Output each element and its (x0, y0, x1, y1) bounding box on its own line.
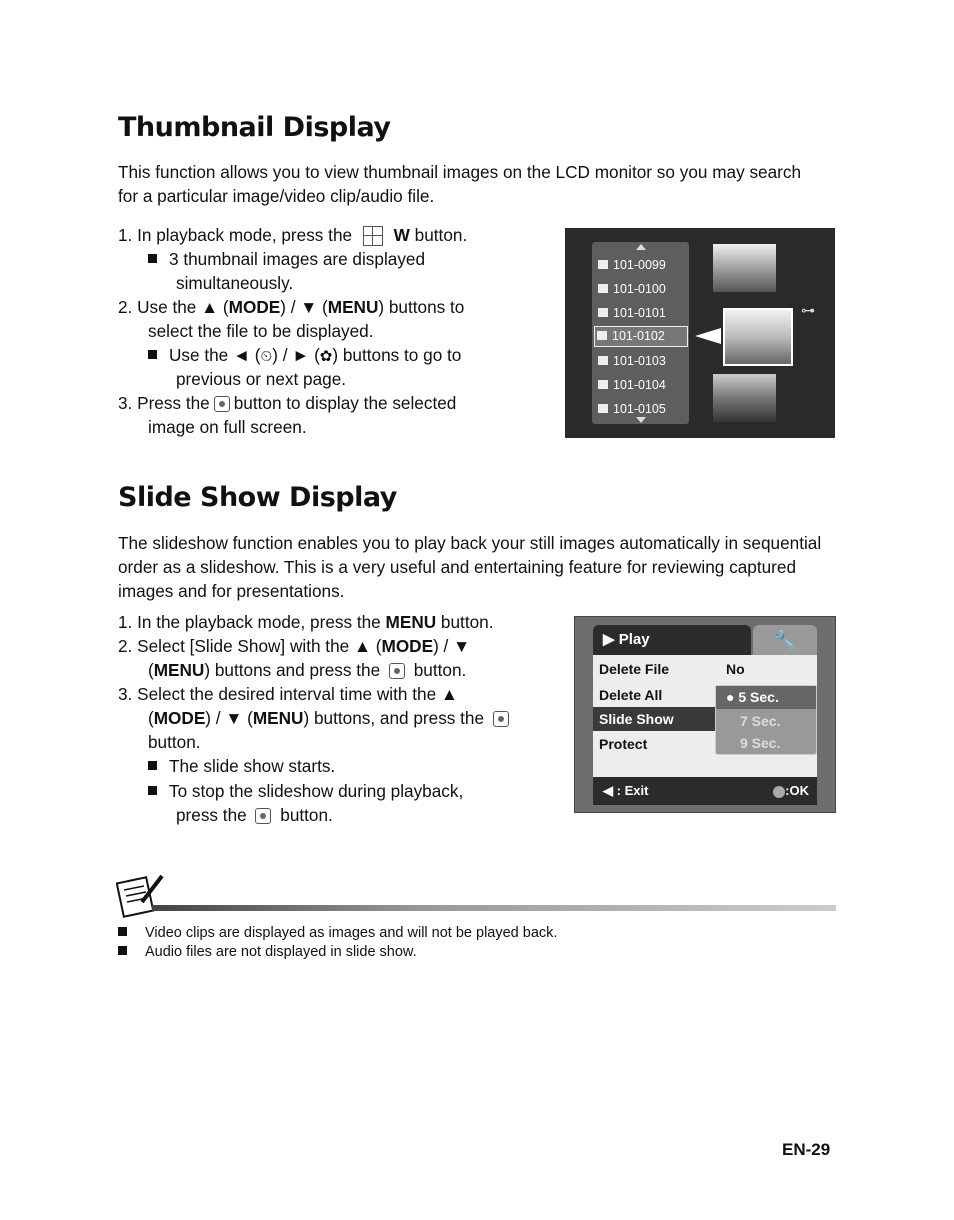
thumb-bullet-2 (148, 343, 461, 369)
thumb-step-2b: select the file to be displayed. (148, 321, 374, 341)
selection-pointer-icon (695, 328, 721, 344)
w-key: W (393, 225, 410, 245)
slide-bullet-2b (176, 803, 333, 827)
interval-options (715, 685, 817, 755)
image-file-icon (598, 260, 608, 269)
menu-row-label: Delete File (599, 661, 670, 677)
slide-step-1 (118, 610, 493, 634)
thumb-step-3 (118, 391, 456, 415)
thumb-b2b: ) / ► ( (272, 345, 320, 365)
slide-s3d: ) buttons, and press the (303, 708, 485, 728)
option-9-sec: 9 Sec. (740, 735, 781, 751)
thumbnail-w-icon (363, 226, 383, 246)
file-name: 101-0101 (613, 306, 666, 320)
menu-key: MENU (252, 708, 304, 728)
slide-s2a: 2. Select [Slide Show] with the ▲ ( (118, 636, 382, 656)
slide-b2b: press the (176, 805, 247, 825)
note-item (118, 924, 557, 943)
slide-step-3: 3. Select the desired interval time with the ▲ (118, 684, 458, 704)
slide-s2c: ( (148, 660, 154, 680)
bullet-square-icon (148, 761, 157, 770)
option-7-sec: 7 Sec. (740, 713, 781, 729)
image-file-icon (598, 356, 608, 365)
note-item (118, 943, 417, 962)
slide-step-3b (148, 706, 513, 730)
slide-s2b: ) / ▼ (433, 636, 471, 656)
option-label: 5 Sec. (738, 689, 779, 705)
ok-circle-icon (773, 786, 785, 798)
image-file-icon (598, 380, 608, 389)
slide-s3c: ) / ▼ ( (205, 708, 253, 728)
thumb-s2a: 2. Use the ▲ ( (118, 297, 229, 317)
file-item (596, 304, 684, 323)
video-file-icon (598, 284, 608, 293)
slide-b2a: To stop the slideshow during playback, (169, 781, 464, 801)
file-item (596, 256, 684, 275)
video-file-icon (597, 331, 607, 340)
bullet-square-icon (118, 927, 127, 936)
file-name: 101-0102 (612, 329, 665, 343)
thumbnail-photo-top (713, 244, 776, 292)
ok-button-icon (389, 663, 405, 679)
note-pencil-icon (116, 872, 166, 918)
slide-bullet-1 (148, 754, 335, 778)
page-number: EN-29 (782, 1140, 831, 1159)
slide-step-2b (148, 658, 466, 682)
thumb-s2c: ) buttons to (378, 297, 465, 317)
tab-play (593, 625, 751, 655)
thumb-s2b: ) / ▼ ( (280, 297, 328, 317)
thumbnail-photo-selected (723, 308, 793, 366)
file-item (596, 280, 684, 299)
thumbnail-photo-bottom (713, 374, 776, 422)
thumb-b2a: Use the ◄ ( (169, 345, 261, 365)
slide-b2c: button. (280, 805, 333, 825)
ok-hint (773, 777, 809, 805)
macro-flower-icon: ✿ (319, 348, 333, 365)
note-text: Video clips are displayed as images and will not be played back. (145, 925, 558, 941)
menu-key: MENU (327, 297, 379, 317)
thumb-bullet-1-text: 3 thumbnail images are displayed (169, 249, 426, 269)
slide-s2d: ) buttons and press the (204, 660, 381, 680)
menu-key: MENU (385, 612, 437, 632)
heading-thumbnail-display: Thumbnail Display (118, 112, 391, 143)
slide-s2e: button. (413, 660, 467, 680)
menu-key: MENU (153, 660, 205, 680)
tab-play-label: Play (618, 631, 650, 648)
file-item (596, 376, 684, 395)
thumb-bullet-2b: previous or next page. (176, 369, 347, 389)
thumb-s3a: 3. Press the (118, 393, 210, 413)
tab-setup-wrench-icon: 🔧 (753, 625, 817, 655)
file-name: 101-0099 (613, 258, 666, 272)
slide-step-2 (118, 634, 470, 658)
option-radio-dot-icon: ● (726, 689, 735, 705)
play-triangle-icon: ▶ (603, 631, 615, 648)
mode-key: MODE (228, 297, 281, 317)
file-name: 101-0100 (613, 282, 666, 296)
slide-step-3c: button. (148, 732, 201, 752)
thumb-bullet-1 (148, 247, 425, 271)
ok-button-icon (493, 711, 509, 727)
bullet-square-icon (118, 946, 127, 955)
audio-file-icon (598, 404, 608, 413)
thumb-step-1-post: button. (414, 225, 468, 245)
scroll-up-icon (636, 244, 646, 250)
file-list (592, 242, 689, 424)
file-item-selected (594, 326, 688, 347)
menu-row-delete-all: Delete All (599, 687, 663, 703)
file-item (596, 352, 684, 371)
scroll-down-icon (636, 417, 646, 423)
file-name: 101-0105 (613, 402, 666, 416)
menu-body (593, 655, 817, 777)
menu-row-protect: Protect (599, 736, 648, 752)
thumb-step-3b: image on full screen. (148, 417, 307, 437)
thumb-bullet-1b: simultaneously. (176, 273, 294, 293)
image-file-icon (598, 308, 608, 317)
menu-footer (593, 777, 817, 805)
slide-s1b: button. (440, 612, 494, 632)
mode-key: MODE (381, 636, 434, 656)
slide-b1: The slide show starts. (169, 756, 336, 776)
slideshow-intro: The slideshow function enables you to play back your still images automatically in sequential order as a slideshow. This is a very useful and entertaining feature for reviewing captured images and for presentations. (118, 533, 822, 601)
thumbnail-intro: This function allows you to view thumbnail images on the LCD monitor so you may search for a particular image/video clip/audio file. (118, 162, 802, 206)
note-divider (152, 905, 836, 911)
thumb-s3b: button to display the selected (233, 393, 457, 413)
menu-row-value: No (726, 661, 745, 677)
heading-slide-show-display: Slide Show Display (118, 482, 397, 513)
menu-row-delete-file (599, 657, 809, 681)
slide-s3b: ( (148, 708, 154, 728)
mode-key: MODE (153, 708, 206, 728)
ok-button-icon (214, 396, 230, 412)
thumb-step-1 (118, 223, 467, 247)
thumb-b2c: ) buttons to go to (332, 345, 462, 365)
thumb-step-1-text: 1. In playback mode, press the (118, 225, 353, 245)
ok-button-icon (255, 808, 271, 824)
file-name: 101-0104 (613, 378, 666, 392)
thumbnail-lcd-screen (565, 228, 835, 438)
exit-left-arrow-icon: ◀ (603, 783, 613, 798)
slide-s1a: 1. In the playback mode, press the (118, 612, 381, 632)
slide-bullet-2 (148, 779, 463, 803)
thumb-step-2 (118, 295, 464, 319)
bullet-square-icon (148, 786, 157, 795)
menu-row-slide-show: Slide Show (593, 707, 715, 731)
self-timer-icon: ⏲ (260, 348, 273, 365)
note-text: Audio files are not displayed in slide show. (145, 944, 417, 960)
exit-label: : Exit (616, 783, 649, 798)
slideshow-menu-screen (574, 616, 836, 813)
protect-key-icon: ⊶ (801, 302, 815, 318)
ok-label: :OK (785, 783, 809, 798)
file-name: 101-0103 (613, 354, 666, 368)
bullet-square-icon (148, 254, 157, 263)
bullet-square-icon (148, 350, 157, 359)
option-5-sec (716, 686, 816, 709)
